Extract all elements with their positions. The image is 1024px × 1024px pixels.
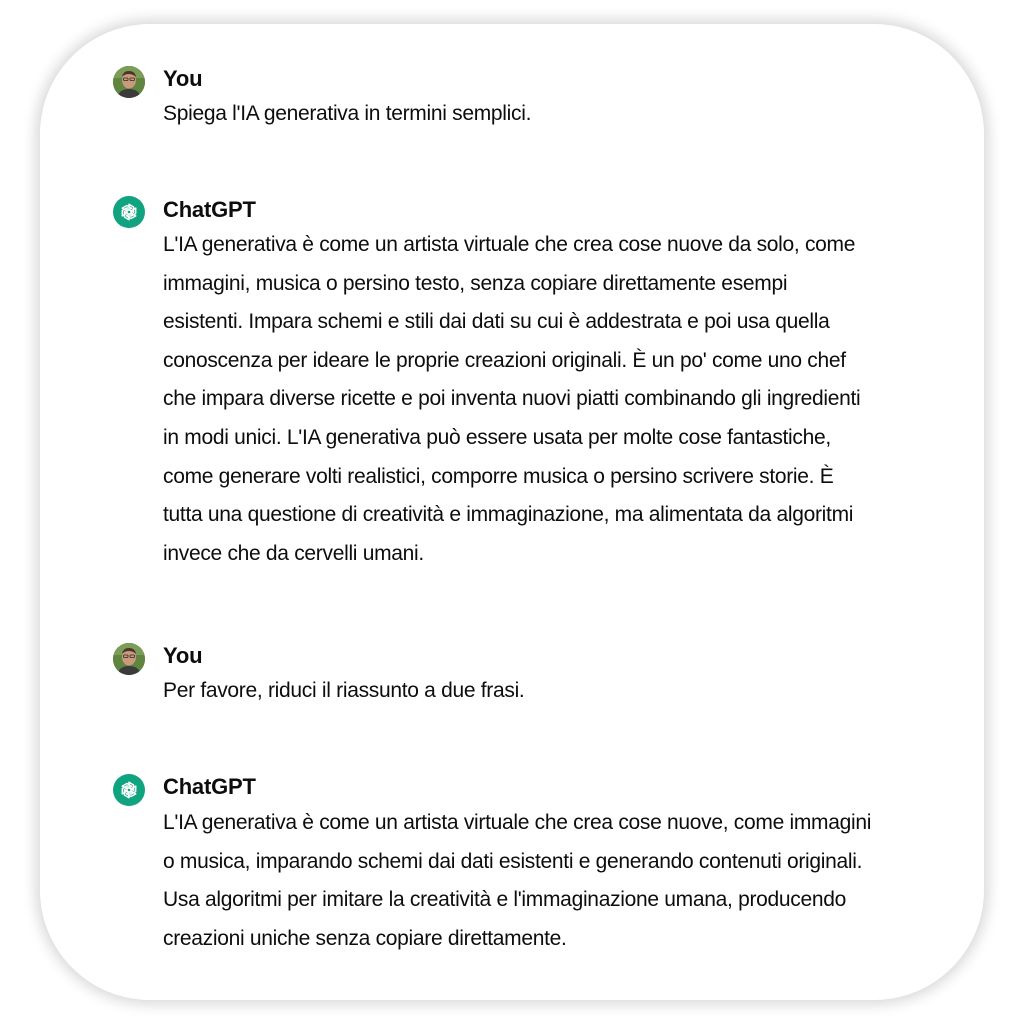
message-text: L'IA generativa è come un artista virtuale che crea cose nuove, come immagini o musica, imparando schemi dai dati esistenti e generando contenuti originali. Usa algoritmi per imitare la creatività e l'immaginazione umana, producendo creazioni uniche senza copiare direttamente.: [163, 811, 872, 950]
chat-container: [40, 24, 984, 1000]
message-author: You: [163, 643, 203, 668]
message-text: L'IA generativa è come un artista virtuale che crea cose nuove da solo, come immagini, musica o persino testo, senza copiare direttamente esempi esistenti. Impara schemi e stili dai dati su cui è addestrata e poi usa quella conoscenza per ideare le proprie creazioni originali. È un po' come uno chef che impara diverse ricette e poi inventa nuovi piatti combinando gli ingredienti in modi unici. L'IA generativa può essere usata per molte cose fantastiche, come generare volti realistici, comporre musica o persino scrivere storie. È tutta una questione di creatività e immaginazione, ma alimentata da algoritmi invece che da cervelli umani.: [163, 233, 861, 565]
openai-logo-icon: [113, 774, 145, 806]
message-author: ChatGPT: [163, 197, 256, 222]
message-text: Spiega l'IA generativa in termini semplici.: [163, 102, 532, 125]
openai-logo-icon: [113, 196, 145, 228]
message-text: Per favore, riduci il riassunto a due frasi.: [163, 679, 525, 702]
message-author: ChatGPT: [163, 774, 256, 799]
user-avatar: [113, 643, 145, 675]
user-avatar: [113, 66, 145, 98]
message-author: You: [163, 66, 203, 91]
